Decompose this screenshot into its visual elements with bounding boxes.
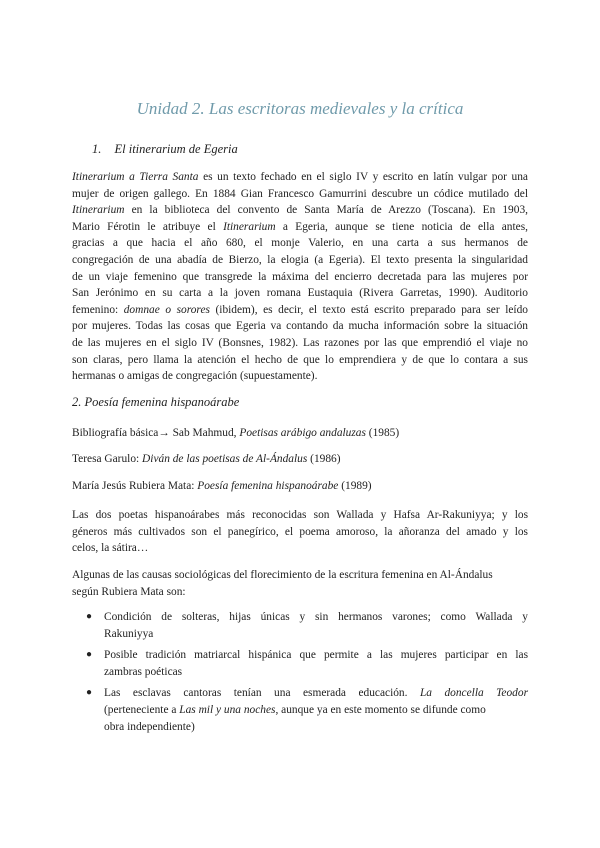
bullet-icon: ● bbox=[86, 649, 93, 661]
page-title: Unidad 2. Las escritoras medievales y la crítica bbox=[136, 99, 464, 118]
text-line: San Jerónimo en su carta a la joven romana Eustaquia (Rivera Garretas, 1990). Auditorio bbox=[72, 287, 528, 300]
causes-list bbox=[72, 609, 528, 740]
text-line: Las dos poetas hispanoárabes más reconocidas son Wallada y Hafsa Ar-Rakuniyya; y los bbox=[72, 509, 528, 521]
text-line: de un viaje femenino que transgrede la máxima del encierro decretada para las mujeres por bbox=[72, 270, 528, 283]
section-heading-poesia: 2. Poesía femenina hispanoárabe bbox=[72, 395, 240, 409]
bibliography-entry: Teresa Garulo: Diván de las poetisas de Al-Ándalus (1986) bbox=[72, 453, 341, 465]
list-item: ● Las esclavas cantoras tenían una esmerada educación. La doncella Teodor (perteneciente a Las mil y una noches, aunque ya en este momento se difunde como obra independiente) bbox=[86, 687, 529, 733]
list-item: ● Condición de solteras, hijas únicas y sin hermanos varones; como Wallada y Rakuniyya bbox=[86, 611, 528, 640]
text-line: de las mujeres en el siglo IV (Bonsnes, 1982). Las razones por las que emprendió el viaje no bbox=[72, 336, 528, 349]
text-line: Itinerarium en la biblioteca del convento de Santa María de Arezzo (Toscana). En 1903, bbox=[72, 204, 528, 217]
text-line: Itinerarium a Tierra Santa es un texto fechado en el siglo IV y escrito en latín vulgar por una bbox=[72, 171, 528, 183]
bibliography-entry: María Jesús Rubiera Mata: Poesía femenina hispanoárabe (1989) bbox=[72, 480, 372, 492]
text-line: Algunas de las causas sociológicas del florecimiento de la escritura femenina en Al-Ándalus bbox=[72, 569, 493, 581]
text-line: femenino: domnae o sorores (ibidem), es decir, el texto está escrito preparado para ser leído bbox=[72, 303, 528, 316]
list-item: ● Posible tradición matriarcal hispánica que permite a las mujeres participar en las zambras poéticas bbox=[86, 649, 528, 678]
paragraph-poetas bbox=[72, 507, 528, 557]
section-heading-egeria bbox=[92, 142, 238, 157]
paragraph-causas bbox=[72, 567, 528, 600]
text-line: congregación de una abadía de Bierzo, la elogia (a Egeria). El texto presenta la singularidad bbox=[72, 253, 528, 266]
text-line: celos, la sátira… bbox=[72, 542, 149, 555]
text-line: gracias a que hacia el año 680, el monje Valerio, en una carta a sus hermanos de bbox=[72, 237, 528, 250]
section-number: 1. bbox=[92, 142, 102, 156]
bullet-icon: ● bbox=[86, 611, 93, 622]
text-line: mujer de origen gallego. En 1884 Gian Francesco Gamurrini descubre un códice mutilado del bbox=[72, 187, 528, 200]
paragraph-egeria bbox=[72, 169, 528, 385]
text-line: según Rubiera Mata son: bbox=[72, 585, 186, 598]
bullet-icon: ● bbox=[86, 687, 93, 699]
text-line: géneros más cultivados son el panegírico, el poema amoroso, la añoranza del amado y los bbox=[72, 525, 528, 538]
text-line: por mujeres. Todas las cosas que Egeria va contando da mucha información sobre la situación bbox=[72, 320, 528, 333]
text-line: son claras, pero llama la atención el hecho de que lo emprendiera y de que lo contara a sus bbox=[72, 353, 528, 366]
text-line: hermanas o amigas de congregación (supuestamente). bbox=[72, 370, 318, 383]
bibliography-entry: Bibliografía básica→ Sab Mahmud, Poetisas arábigo andaluzas (1985) bbox=[72, 427, 400, 439]
text-line: Mario Férotin le atribuye el Itinerarium a Egeria, aunque se tiene noticia de ella antes, bbox=[72, 220, 528, 233]
section-heading-text: El itinerarium de Egeria bbox=[114, 142, 238, 156]
